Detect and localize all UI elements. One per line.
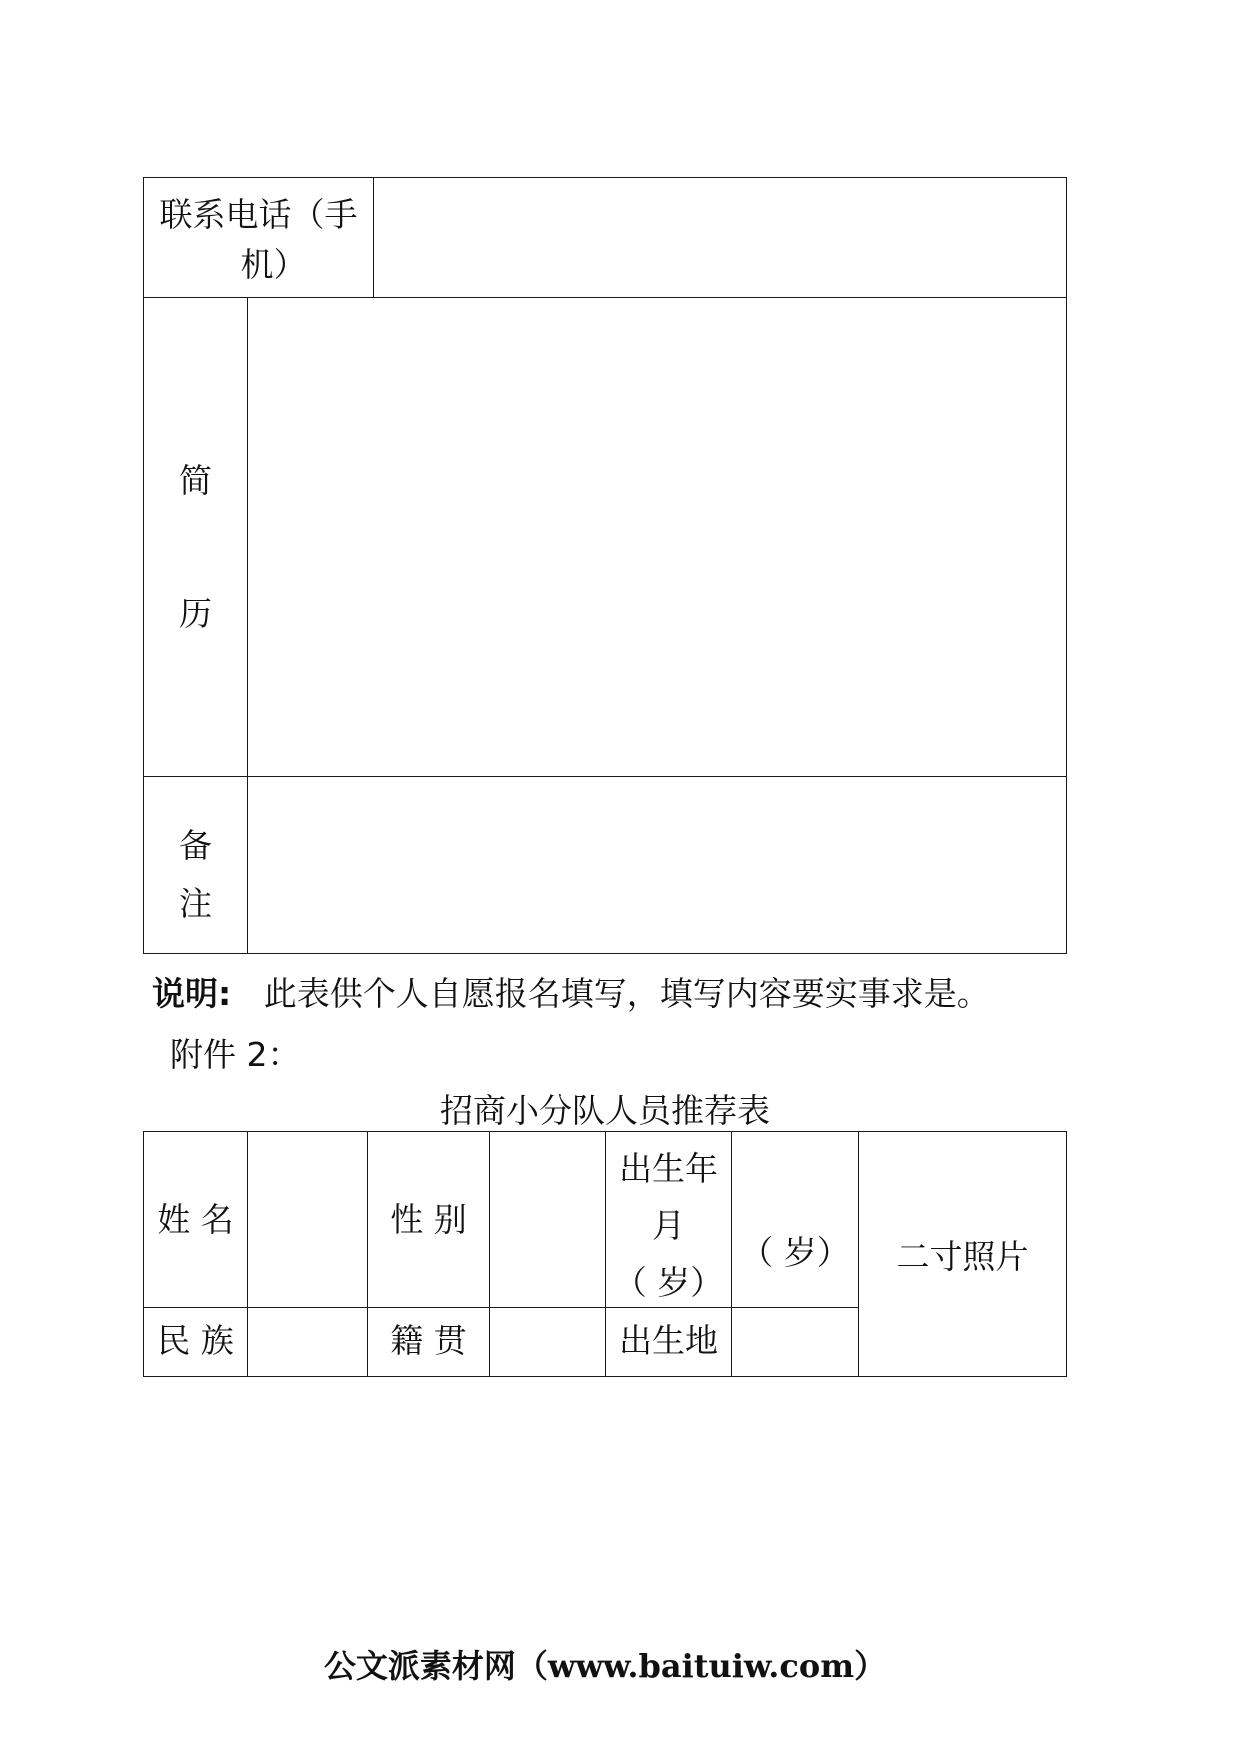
phone-label-line1: 联系电话（手 [159,195,358,234]
birth-date-label [606,1140,731,1311]
note-label: 说明: [152,974,232,1013]
instruction-note [152,968,990,1015]
gender-value-cell[interactable] [490,1132,605,1307]
age-value: （ 岁） [740,1233,850,1272]
native-place-value-cell[interactable] [490,1308,605,1376]
ethnicity-value-cell[interactable] [248,1308,367,1376]
birth-date-label-line2: 月 [652,1206,685,1245]
footer-watermark: 公文派素材网（www.baituiw.com） [323,1647,887,1685]
resume-value-cell[interactable] [248,298,1066,776]
note-text: 此表供个人自愿报名填写，填写内容要实事求是。 [263,974,990,1013]
phone-value-cell[interactable] [374,178,1066,297]
remarks-value-cell[interactable] [248,777,1066,953]
gender-label: 性 别 [390,1200,467,1239]
birthplace-value-cell[interactable] [732,1308,858,1376]
photo-placeholder: 二寸照片 [896,1237,1029,1276]
birth-date-label-line1: 出生年 [619,1149,718,1188]
resume-label-char2: 历 [179,594,212,633]
remarks-label-char2: 注 [179,884,212,923]
ethnicity-label: 民 族 [157,1321,234,1360]
name-value-cell[interactable] [248,1132,367,1307]
birth-date-label-line3: （ 岁） [613,1263,724,1302]
birthplace-label: 出生地 [619,1321,718,1360]
resume-label-char1: 简 [179,461,212,500]
remarks-label-char1: 备 [179,826,212,865]
form-title: 招商小分队人员推荐表 [440,1091,770,1130]
attachment-label: 附件 2： [170,1035,301,1074]
name-label: 姓 名 [157,1200,234,1239]
phone-label-line2: 机） [240,244,307,284]
phone-label [144,190,373,289]
native-place-label: 籍 贯 [390,1321,467,1360]
